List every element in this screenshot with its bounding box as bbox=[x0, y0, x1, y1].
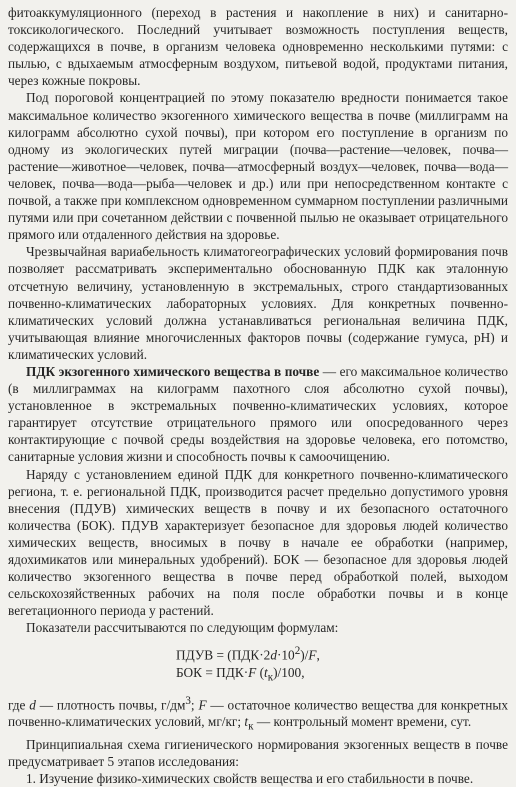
formula-variable: F bbox=[248, 664, 257, 680]
paragraph: Чрезвычайная вариабельность климатогеографических условий формирования почв позволяет рассматривать экспериментально обоснованную ПДК как эталонную отсчетную величину, установленную в экстремальных, строго стандартизованных почвенно-климатических лабораторных условиях. Для конкретных почвенно-климатических условий должна устанавливаться региональная величина ПДК, учитывающая влияние многочисленных факторов почвы (содержание гумуса, pH) и климатических условий. bbox=[8, 244, 508, 362]
paragraph bbox=[8, 693, 508, 736]
paragraph-text: — его максимальное количество (в миллиграммах на килограмм пахотного слоя абсолютно сухой почвы), установленное в экстремальных почвенно-климатических условиях, которое гарантирует отсутствие отрицательного прямого или опосредованного через контактирующие с почвой среды воздействия на здоровье человека, его потомство, санитарные условия жизни и способность почвы к самоочищению. bbox=[8, 363, 508, 465]
paragraph-text: ; bbox=[190, 696, 199, 712]
term-definition: ПДК экзогенного химического вещества в почве bbox=[26, 363, 320, 379]
formula-block bbox=[8, 643, 508, 686]
paragraph: Под пороговой концентрацией по этому показателю вредности понимается такое максимальное количество экзогенного химического вещества в почве (миллиграмм на килограмм абсолютно сухой почвы), при котором его поступление в организм по одному из экологических путей миграции (почва—растение—человек, почва—растение—животное—человек, почва—атмосферный воздух—человек, почва—вода—человек, почва—вода—рыба—человек и др.) или при непосредственном контакте с почвой, а также при комплексном одновременном суммарном поступлении различными путями или при сочетанном действии с почвенной пылью не оказывает отрицательного прямого или отдаленного действия на здоровье. bbox=[8, 90, 508, 243]
formula-variable: F bbox=[198, 696, 207, 712]
formula-subscript: к bbox=[267, 671, 274, 684]
formula-variable: t bbox=[264, 664, 268, 680]
unit-exponent: 3 bbox=[185, 694, 191, 707]
formula-variable: d bbox=[29, 696, 36, 712]
formula-pduv bbox=[176, 643, 508, 663]
paragraph bbox=[8, 363, 508, 466]
formula-exponent: 2 bbox=[294, 645, 301, 658]
formula-text: БОК = ПДК· bbox=[176, 664, 249, 680]
formula-text: , bbox=[316, 647, 320, 663]
paragraph: Показатели рассчитываются по следующим формулам: bbox=[26, 620, 339, 636]
list-item: 1. Изучение физико-химических свойств вещества и его стабильности в почве. bbox=[26, 771, 474, 786]
paragraph: фитоаккумуляционного (переход в растения и накопление в них) и санитарно-токсикологического. Последний учитывает возможность поступления веществ, содержащихся в почве, в организм человека одновременно несколькими путями: с пылью, с вдыхаемым атмосферным воздухом, питьевой водой, продуктами питания, через кожные покровы. bbox=[8, 5, 508, 89]
formula-variable: F bbox=[308, 647, 317, 663]
formula-subscript: к bbox=[248, 720, 254, 733]
formula-bok bbox=[176, 664, 508, 687]
formula-text: ·10 bbox=[276, 647, 295, 663]
paragraph-text: — контрольный момент времени, сут. bbox=[253, 714, 472, 730]
formula-text: )/100, bbox=[273, 664, 305, 680]
formula-text: ( bbox=[256, 664, 265, 680]
paragraph-text: где bbox=[8, 696, 30, 712]
paragraph-text: — остаточное количество вещества для конкретных почвенно-климатических условий, мг/кг; bbox=[8, 696, 508, 730]
formula-text: ПДУВ = (ПДК·2 bbox=[176, 647, 271, 663]
paragraph: Наряду с установлением единой ПДК для конкретного почвенно-климатического региона, т. е. региональной ПДК, производится расчет предельно допустимого уровня внесения (ПДУВ) химических веществ в почву и их безопасного остаточного количества (БОК). ПДУВ характеризует безопасное для здоровья людей количество химических веществ, вносимых в почву в начале ее обработки (например, ядохимикатов или минеральных удобрений). БОК — безопасное для здоровья людей количество экзогенного вещества в почве перед обработкой полей, выходом сельскохозяйственных рабочих на поля после обработки почвы и в конце вегетационного периода у растений. bbox=[8, 466, 508, 619]
paragraph: Принципиальная схема гигиенического нормирования экзогенных веществ в почве предусматривает 5 этапов исследования: bbox=[8, 736, 508, 769]
paragraph-text: — плотность почвы, г/дм bbox=[35, 696, 186, 712]
formula-variable: t bbox=[244, 714, 249, 730]
formula-variable: d bbox=[270, 647, 277, 663]
formula-text: )/ bbox=[300, 647, 309, 663]
